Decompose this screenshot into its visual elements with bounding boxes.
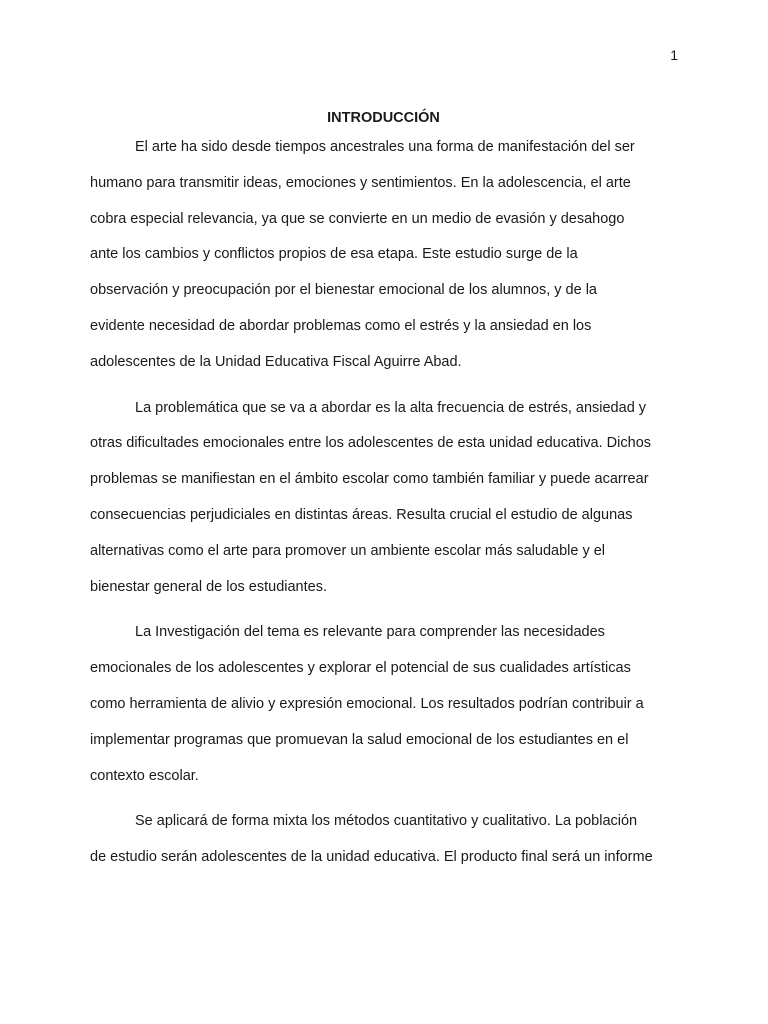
text-line: como herramienta de alivio y expresión emocional. Los resultados podrían contribuir a	[90, 695, 644, 712]
text-line: problemas se manifiestan en el ámbito escolar como también familiar y puede acarrear	[90, 471, 649, 488]
text-line: implementar programas que promuevan la salud emocional de los estudiantes en el	[90, 731, 629, 748]
text-line: de estudio serán adolescentes de la unidad educativa. El producto final será un informe	[90, 849, 653, 866]
text-line: cobra especial relevancia, ya que se convierte en un medio de evasión y desahogo	[90, 210, 625, 227]
text-line: La Investigación del tema es relevante para comprender las necesidades	[135, 624, 605, 641]
text-line: La problemática que se va a abordar es la alta frecuencia de estrés, ansiedad y	[135, 399, 647, 416]
text-line: emocionales de los adolescentes y explorar el potencial de sus cualidades artísticas	[90, 660, 631, 677]
paragraph-4	[90, 804, 677, 876]
text-line: consecuencias perjudiciales en distintas áreas. Resulta crucial el estudio de algunas	[90, 506, 633, 523]
text-line: humano para transmitir ideas, emociones y sentimientos. En la adolescencia, el arte	[90, 174, 631, 191]
text-line: adolescentes de la Unidad Educativa Fiscal Aguirre Abad.	[90, 353, 462, 370]
text-line: evidente necesidad de abordar problemas como el estrés y la ansiedad en los	[90, 317, 592, 334]
text-line: Se aplicará de forma mixta los métodos cuantitativo y cualitativo. La población	[135, 813, 638, 830]
section-title: INTRODUCCIÓN	[327, 110, 440, 126]
text-line: bienestar general de los estudiantes.	[90, 578, 327, 595]
paragraph-1	[90, 130, 677, 381]
page-number: 1	[670, 47, 678, 63]
text-line: contexto escolar.	[90, 767, 199, 784]
text-line: El arte ha sido desde tiempos ancestrales una forma de manifestación del ser	[135, 139, 635, 155]
paragraph-3	[90, 615, 677, 794]
document-body	[90, 108, 677, 886]
text-line: alternativas como el arte para promover un ambiente escolar más saludable y el	[90, 542, 606, 559]
text-line: otras dificultades emocionales entre los adolescentes de esta unidad educativa. Dichos	[90, 435, 652, 452]
text-line: observación y preocupación por el bienestar emocional de los alumnos, y de la	[90, 282, 597, 299]
text-line: ante los cambios y conflictos propios de esa etapa. Este estudio surge de la	[90, 246, 578, 263]
paragraph-2	[90, 391, 677, 606]
